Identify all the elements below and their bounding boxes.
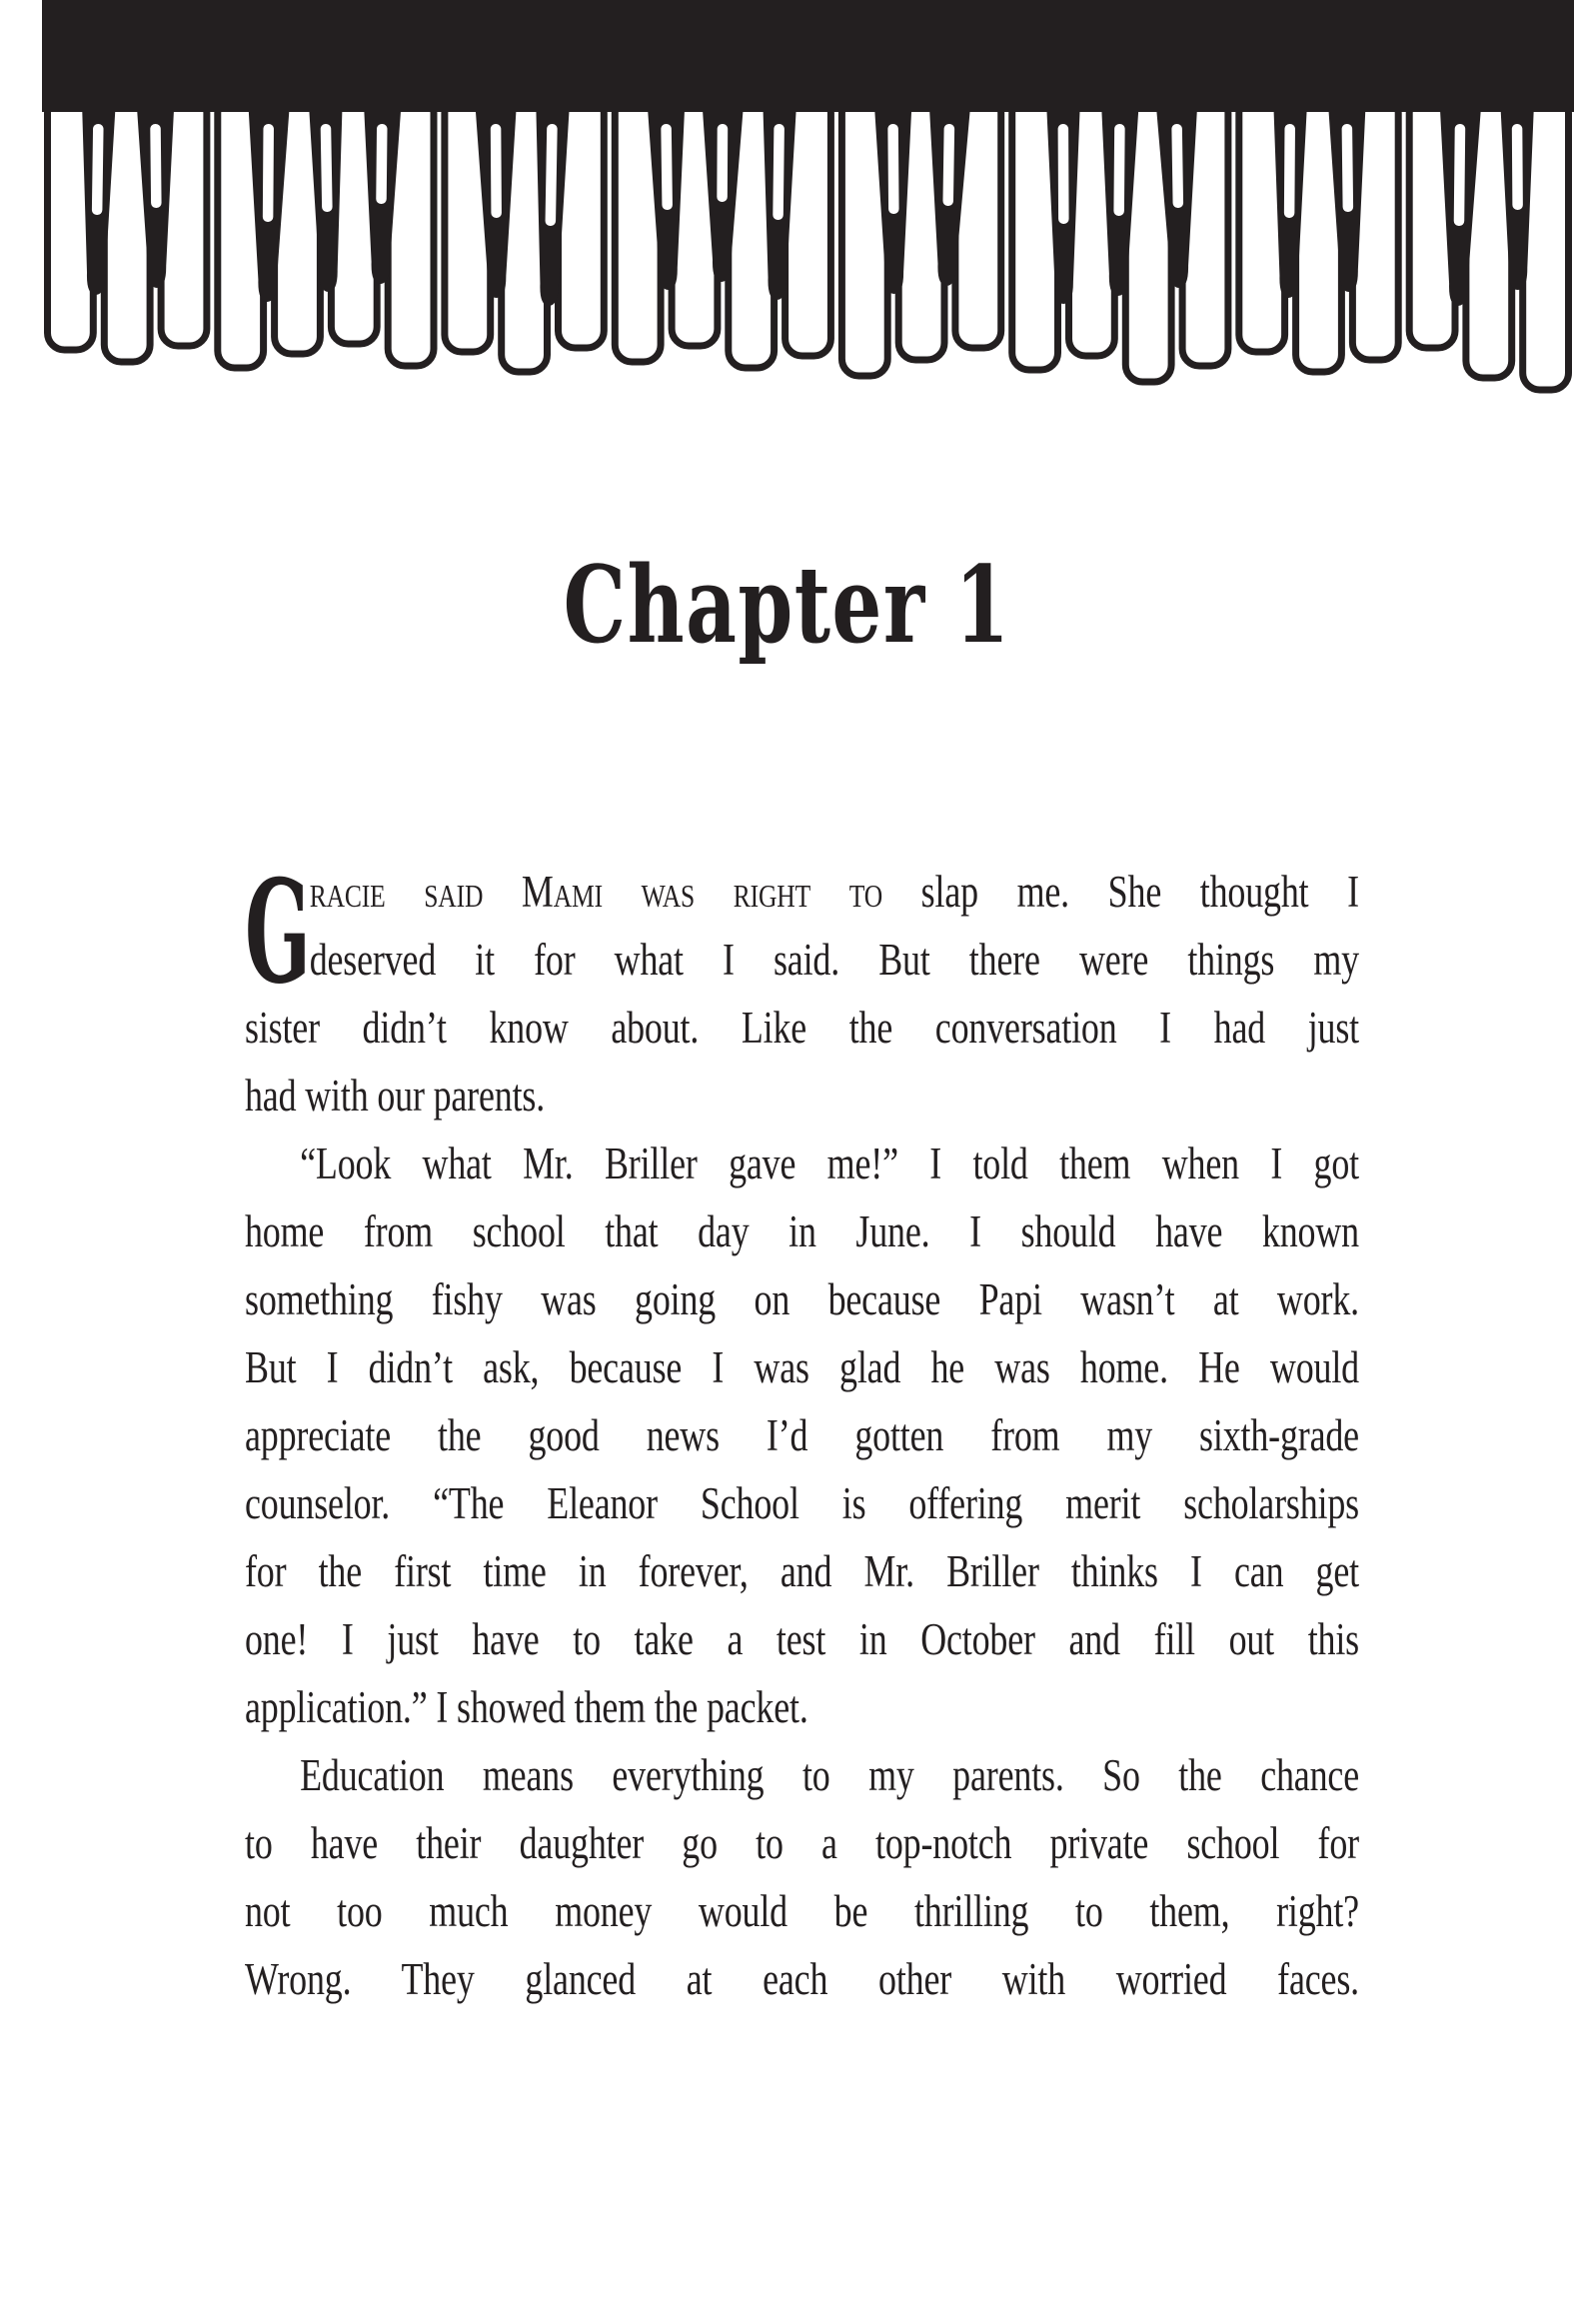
piano-keys-icon [42, 0, 1574, 400]
chapter-title [0, 542, 1574, 667]
text-line: for the first time in forever, and Mr. Briller thinks I can get [245, 1546, 1359, 1596]
drop-cap: G [245, 850, 311, 1016]
text-line: had with our parents. [245, 1071, 546, 1121]
text-line: home from school that day in June. I should have known [245, 1206, 1359, 1256]
text-line-opening [245, 858, 1359, 926]
text-line: deserved it for what I said. But there were things my [309, 935, 1359, 985]
text-line: something fishy was going on because Papi wasn’t at work. [245, 1274, 1359, 1324]
text-line: counselor. “The Eleanor School is offering merit scholarships [245, 1478, 1359, 1528]
text-line: Education means everything to my parents. So the chance [300, 1750, 1359, 1800]
text-line: application.” I showed them the packet. [245, 1682, 808, 1732]
text-line: appreciate the good news I’d gotten from my sixth-grade [245, 1410, 1359, 1460]
text-line: But I didn’t ask, because I was glad he was home. He would [245, 1342, 1359, 1392]
text-line: not too much money would be thrilling to them, right? [245, 1886, 1359, 1936]
text-line: sister didn’t know about. Like the conversation I had just [245, 1003, 1359, 1053]
opening-smallcaps: racie said Mami was right to [309, 867, 882, 917]
body-text [245, 850, 1359, 2013]
text-line: “Look what Mr. Briller gave me!” I told them when I got [300, 1139, 1359, 1188]
opening-rest: slap me. She thought I [881, 867, 1359, 917]
text-line: one! I just have to take a test in October and fill out this [245, 1614, 1359, 1664]
piano-keyboard-illustration [42, 0, 1574, 400]
text-line: Wrong. They glanced at each other with worried faces. [245, 1954, 1359, 2004]
chapter-title-text: Chapter 1 [563, 542, 1011, 667]
text-line: to have their daughter go to a top-notch private school for [245, 1818, 1359, 1868]
